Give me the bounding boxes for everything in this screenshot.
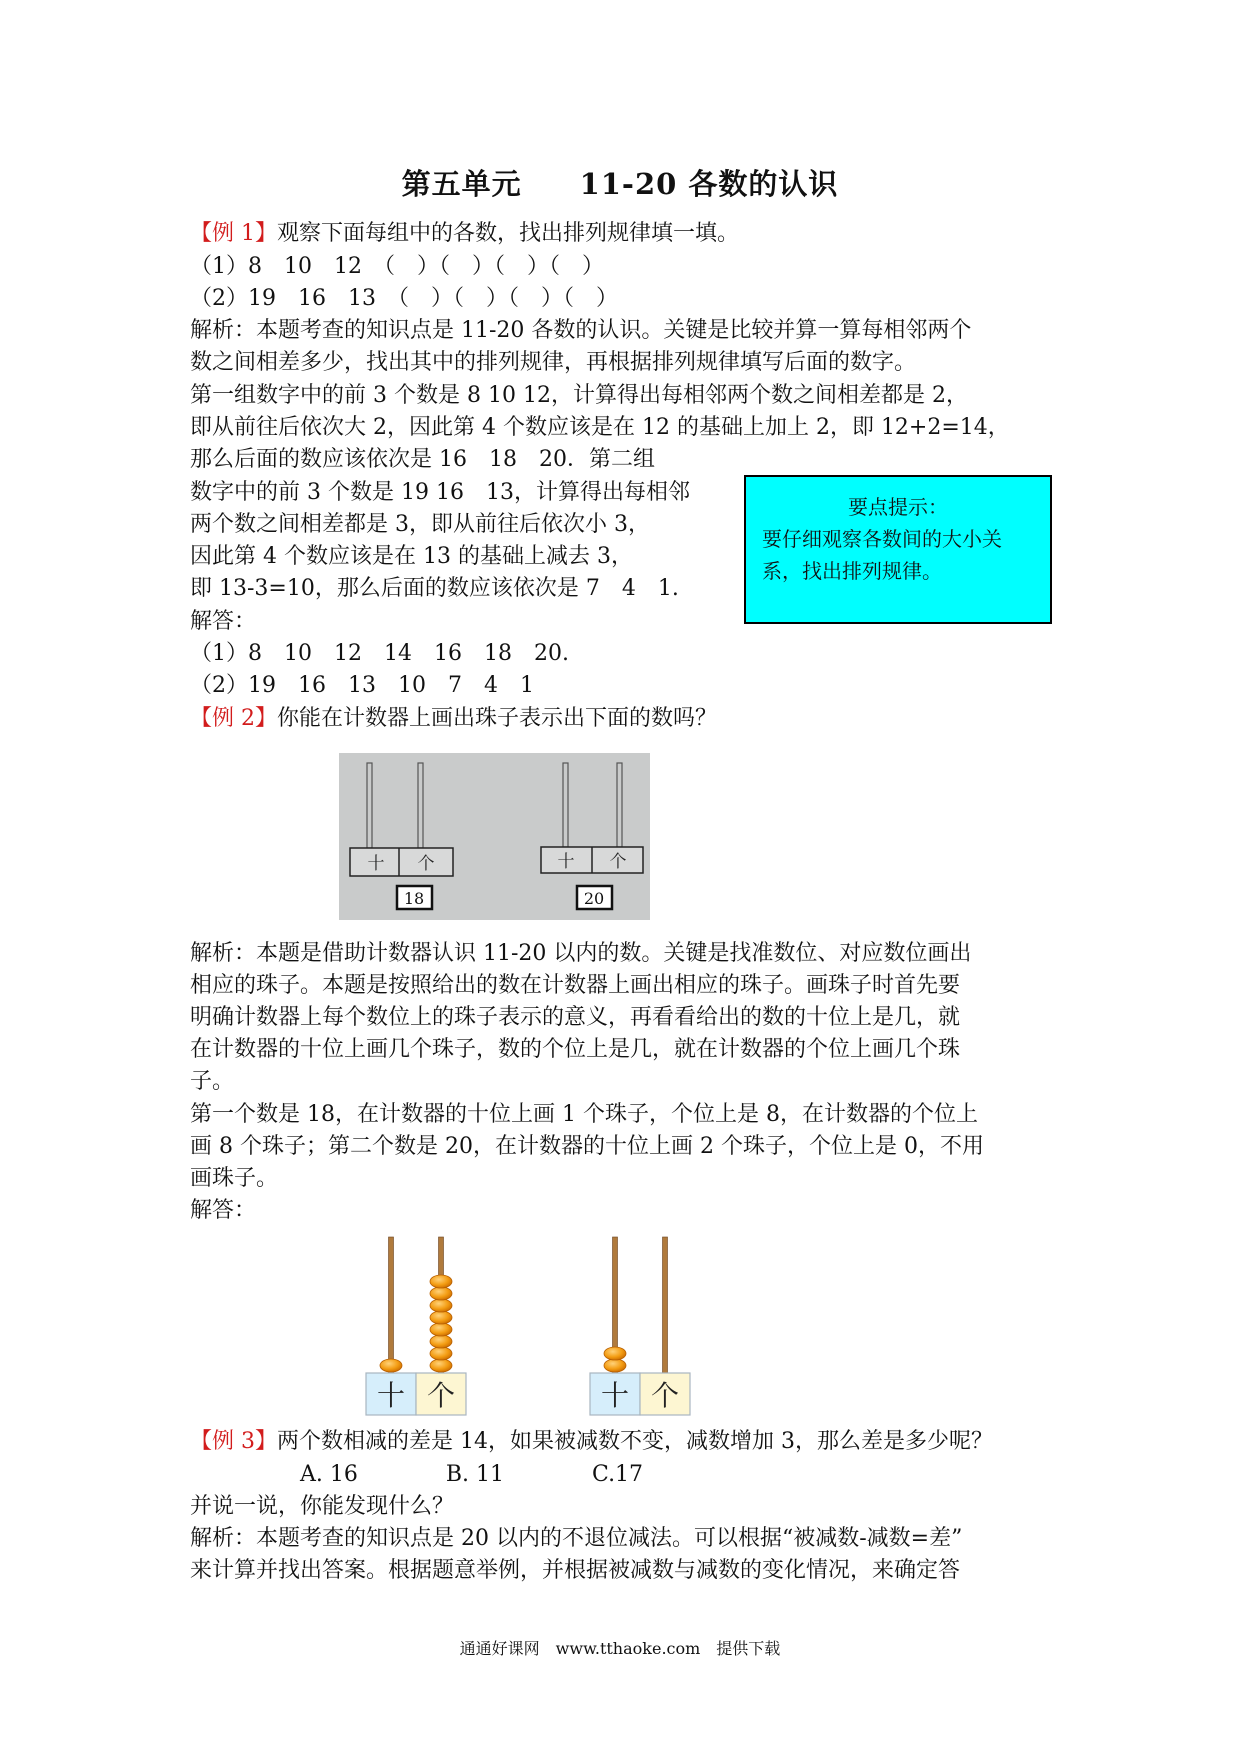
ones-place-label: 个 (650, 1379, 680, 1412)
unit-label: 第五单元 (401, 167, 522, 201)
counter-ones-label: 个 (417, 854, 435, 874)
tens-place-label: 十 (376, 1379, 406, 1412)
counter-number-18: 18 (403, 889, 425, 908)
example2-answer-label: 解答： (190, 1198, 257, 1223)
tens-place-label: 十 (600, 1379, 630, 1412)
example3-tag: 【例 3】 (190, 1429, 277, 1454)
key-point-tip-box (744, 475, 1052, 624)
bead (430, 1335, 452, 1348)
example1-q1: （1）8 10 12 （ ）（ ）（ ）（ ） (190, 254, 604, 279)
example1-analysis-line: 数字中的前 3 个数是 19 16 13，计算得出每相邻 (190, 480, 690, 505)
bead (430, 1347, 452, 1360)
example1-analysis-line: 数之间相差多少，找出其中的排列规律，再根据排列规律填写后面的数字。 (190, 350, 917, 375)
example1-analysis-line: 第一组数字中的前 3 个数是 8 10 12，计算得出每相邻两个数之间相差都是 2， (190, 383, 968, 408)
counter-tens-label: 十 (557, 852, 575, 872)
example3-question: 【例 3】两个数相减的差是 14，如果被减数不变，减数增加 3，那么差是多少呢？ (190, 1429, 993, 1454)
abacus-answer-figure (360, 1235, 710, 1420)
example2-analysis-line: 在计数器的十位上画几个珠子，数的个位上是几，就在计数器的个位上画几个珠 (190, 1037, 961, 1062)
example3-options: A. 16 B. 11 C.17 (300, 1462, 644, 1487)
example1-q2: （2）19 16 13 （ ）（ ）（ ）（ ） (190, 286, 618, 311)
tip-line: 系，找出排列规律。 (762, 559, 942, 583)
ones-rod (663, 1237, 668, 1373)
ones-place-label: 个 (426, 1379, 456, 1412)
example3-analysis-line: 来计算并找出答案。根据题意举例，并根据被减数与减数的变化情况，来确定答 (190, 1558, 961, 1583)
example3-followup: 并说一说，你能发现什么？ (190, 1494, 455, 1519)
example1-analysis-line: 解析：本题考查的知识点是 11-20 各数的认识。关键是比较并算一算每相邻两个 (190, 318, 972, 343)
example2-analysis-line: 解析：本题是借助计数器认识 11-20 以内的数。关键是找准数位、对应数位画出 (190, 941, 972, 966)
example2-analysis-line: 第一个数是 18，在计数器的十位上画 1 个珠子，个位上是 8，在计数器的个位上 (190, 1102, 978, 1127)
example2-analysis-line: 子。 (190, 1069, 235, 1094)
example1-answer: （2）19 16 13 10 7 4 1 (190, 673, 534, 698)
tip-title: 要点提示： (848, 495, 948, 519)
bead (430, 1287, 452, 1300)
bead (430, 1299, 452, 1312)
counter-blank-photo (339, 753, 650, 920)
example1-analysis-line: 那么后面的数应该依次是 16 18 20．第二组 (190, 447, 655, 472)
example1-analysis-line: 即 13-3=10，那么后面的数应该依次是 7 4 1. (190, 576, 679, 601)
bead (430, 1359, 452, 1372)
example1-question: 【例 1】观察下面每组中的各数，找出排列规律填一填。 (190, 221, 740, 246)
counter-tens-label: 十 (367, 854, 385, 874)
example1-answer: （1）8 10 12 14 16 18 20. (190, 641, 569, 666)
example2-analysis-line: 画珠子。 (190, 1166, 279, 1191)
bead (430, 1275, 452, 1288)
bead (430, 1311, 452, 1324)
example1-analysis-line: 即从前往后依次大 2，因此第 4 个数应该是在 12 的基础上加上 2，即 12+2=14， (190, 415, 1010, 440)
example2-tag: 【例 2】 (190, 706, 277, 731)
example2-question: 【例 2】你能在计数器上画出珠子表示出下面的数吗？ (190, 706, 718, 731)
example2-analysis-line: 画 8 个珠子；第二个数是 20，在计数器的十位上画 2 个珠子，个位上是 0，不用 (190, 1134, 984, 1159)
page-footer: 通通好课网 www.tthaoke.com 提供下载 (459, 1639, 781, 1658)
tip-line: 要仔细观察各数间的大小关 (762, 527, 1002, 551)
example1-analysis-line: 因此第 4 个数应该是在 13 的基础上减去 3， (190, 544, 633, 569)
example1-tag: 【例 1】 (190, 221, 277, 246)
bead (604, 1359, 626, 1372)
bead (430, 1323, 452, 1336)
example2-analysis-line: 明确计数器上每个数位上的珠子表示的意义，再看看给出的数的十位上是几，就 (190, 1005, 961, 1030)
page-title (0, 162, 1240, 203)
example1-answer-label: 解答： (190, 609, 257, 634)
example1-analysis-line: 两个数之间相差都是 3，即从前往后依次小 3， (190, 512, 650, 537)
example2-analysis-line: 相应的珠子。本题是按照给出的数在计数器上画出相应的珠子。画珠子时首先要 (190, 973, 961, 998)
tens-rod (389, 1237, 394, 1373)
bead (380, 1359, 402, 1372)
counter-number-20: 20 (583, 889, 605, 908)
counter-ones-label: 个 (609, 852, 627, 872)
bead (604, 1347, 626, 1360)
unit-topic: 11-20 各数的认识 (579, 167, 839, 201)
example3-analysis-line: 解析：本题考查的知识点是 20 以内的不退位减法。可以根据“被减数-减数=差” (190, 1526, 963, 1551)
